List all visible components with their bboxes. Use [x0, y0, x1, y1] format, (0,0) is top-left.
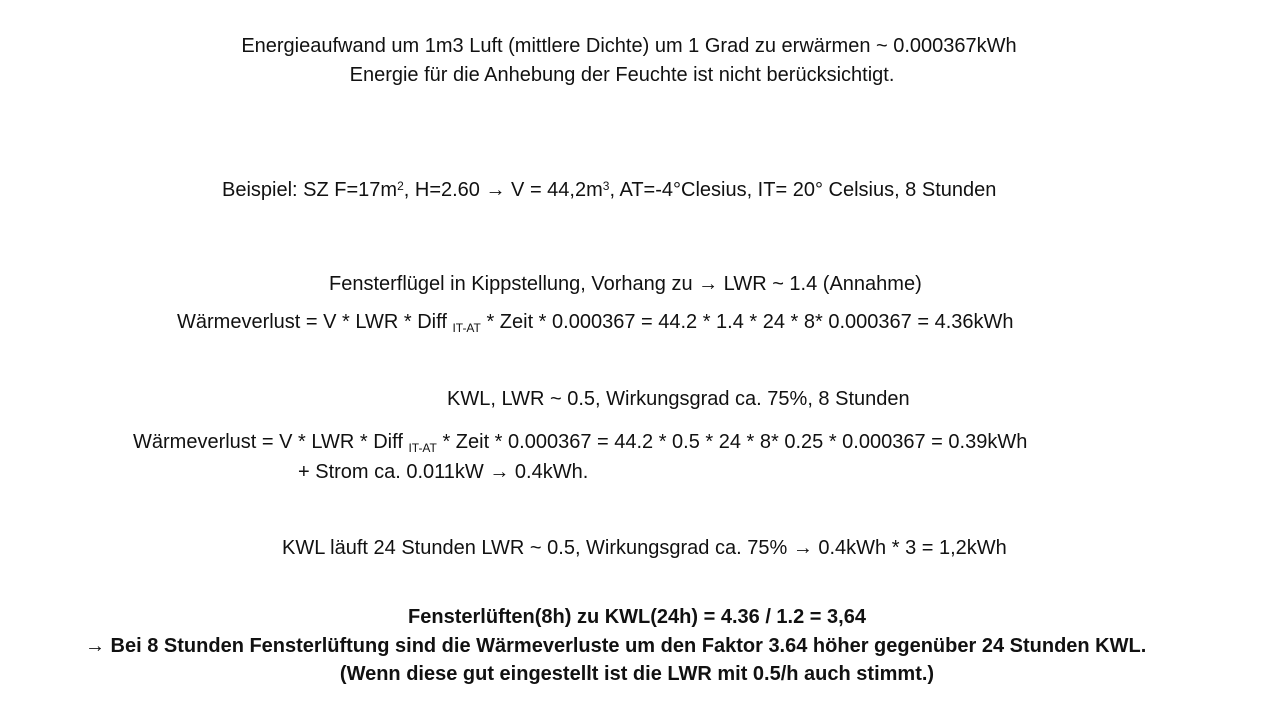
kwl-formula-post: * Zeit * 0.000367 = 44.2 * 0.5 * 24 * 8* 0.25 * 0.000367 = 0.39kWh — [436, 431, 1028, 453]
kwl24-text: KWL läuft 24 Stunden LWR ~ 0.5, Wirkungsgrad ca. 75% — [282, 537, 793, 559]
arrow-right-icon: → — [792, 537, 813, 559]
intro-text-1: Energieaufwand um 1m3 Luft (mittlere Dichte) um 1 Grad zu erwärmen ~ 0.000367kWh — [241, 35, 1017, 57]
arrow-right-icon: → — [85, 635, 105, 657]
conclusion-text-1: Fensterlüften(8h) zu KWL(24h) = 4.36 / 1.2 = 3,64 — [408, 606, 866, 628]
conclusion-line-3 — [0, 662, 1274, 686]
area-exponent: 2 — [397, 179, 404, 193]
kwl-power-post: 0.4kWh. — [509, 461, 589, 483]
example-line — [222, 178, 996, 202]
kwl-formula — [133, 430, 1027, 454]
kwl-formula-pre: Wärmeverlust = V * LWR * Diff — [133, 431, 409, 453]
example-prefix: Beispiel: SZ F=17m — [222, 179, 398, 201]
window-formula-pre: Wärmeverlust = V * LWR * Diff — [177, 311, 453, 333]
volume-exponent: 3 — [602, 179, 610, 193]
window-formula-post: * Zeit * 0.000367 = 44.2 * 1.4 * 24 * 8* 0.000367 = 4.36kWh — [480, 311, 1014, 333]
kwl24-line — [282, 536, 1007, 560]
intro-line-1 — [0, 34, 1258, 58]
window-formula-subscript: IT-AT — [452, 321, 481, 335]
arrow-right-icon: → — [489, 461, 510, 483]
window-heading-text: Fensterflügel in Kippstellung, Vorhang zu — [329, 273, 699, 295]
kwl24-result: 0.4kWh * 3 = 1,2kWh — [812, 537, 1007, 559]
example-mid: , H=2.60 — [403, 179, 486, 201]
arrow-right-icon: → — [485, 179, 506, 201]
kwl-power-pre: + Strom ca. 0.011kW — [298, 461, 490, 483]
intro-line-2 — [0, 63, 1244, 87]
kwl-formula-subscript: IT-AT — [408, 441, 437, 455]
window-heading-result: LWR ~ 1.4 (Annahme) — [718, 273, 922, 295]
conclusion-text-2: Bei 8 Stunden Fensterlüftung sind die Wärmeverluste um den Faktor 3.64 höher gegenüber 24 Stunden KWL. — [105, 635, 1147, 657]
conclusion-text-3: (Wenn diese gut eingestellt ist die LWR mit 0.5/h auch stimmt.) — [339, 663, 935, 685]
intro-text-2: Energie für die Anhebung der Feuchte ist nicht berücksichtigt. — [349, 64, 895, 86]
kwl-heading-text: KWL, LWR ~ 0.5, Wirkungsgrad ca. 75%, 8 Stunden — [447, 388, 910, 410]
kwl-heading — [447, 387, 910, 411]
arrow-right-icon: → — [698, 273, 719, 295]
conclusion-line-2 — [85, 634, 1146, 658]
example-suffix: , AT=-4°Clesius, IT= 20° Celsius, 8 Stunden — [609, 179, 997, 201]
window-heading — [329, 272, 922, 296]
conclusion-line-1 — [0, 605, 1274, 629]
window-formula — [177, 310, 1014, 334]
example-volume: V = 44,2m — [505, 179, 603, 201]
kwl-power — [298, 460, 588, 484]
